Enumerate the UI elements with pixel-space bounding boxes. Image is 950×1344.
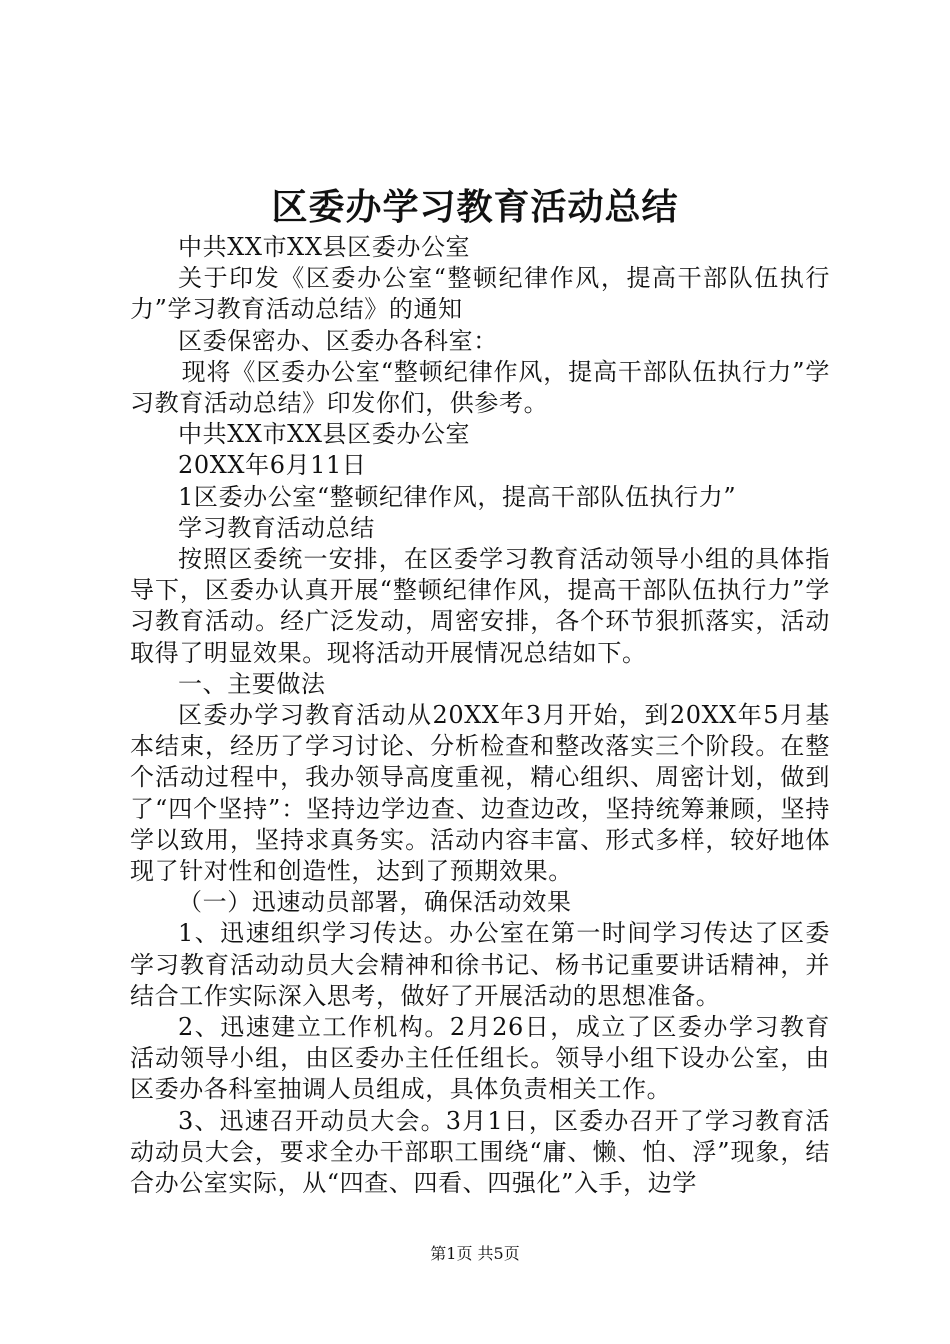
paragraph-date: 20XX年6月11日 [178, 451, 367, 480]
paragraph-notice-body: 现将《区委办公室“整顿纪律作风，提高干部队伍执行力”学习教育活动总结》印发你们，供参考。 [130, 357, 830, 418]
section-heading-main-practices: 一、主要做法 [178, 669, 326, 698]
subsection-heading-mobilization: （一）迅速动员部署，确保活动效果 [178, 888, 572, 917]
paragraph-signature: 中共XX市XX县区委办公室 [178, 420, 471, 449]
document-title: 区委办学习教育活动总结 [271, 186, 679, 228]
paragraph-summary-title-2: 学习教育活动总结 [178, 513, 375, 542]
paragraph-item-2: 2、迅速建立工作机构。2月26日，成立了区委办学习教育活动领导小组，由区委办主任任组长。领导小组下设办公室，由区委办各科室抽调人员组成，具体负责相关工作。 [130, 1013, 830, 1104]
paragraph-item-3: 3、迅速召开动员大会。3月1日，区委办召开了学习教育活动动员大会，要求全办干部职工围绕“庸、懒、怕、浮”现象，结合办公室实际，从“四查、四看、四强化”入手，边学 [130, 1106, 830, 1198]
paragraph-recipients: 区委保密办、区委办各科室： [178, 326, 498, 355]
paragraph-issuer: 中共XX市XX县区委办公室 [178, 233, 471, 261]
page-number-footer: 第1页 共5页 [430, 1244, 520, 1263]
document-body [130, 232, 830, 1199]
paragraph-intro: 按照区委统一安排，在区委学习教育活动领导小组的具体指导下，区委办认真开展“整顿纪律作风，提高干部队伍执行力”学习教育活动。经广泛发动，周密安排，各个环节狠抓落实，活动取得了明显效果。现将活动开展情况总结如下。 [130, 545, 830, 667]
paragraph-notice-title: 关于印发《区委办公室“整顿纪律作风，提高干部队伍执行力”学习教育活动总结》的通知 [130, 264, 830, 324]
paragraph-item-1: 1、迅速组织学习传达。办公室在第一时间学习传达了区委学习教育活动动员大会精神和徐书记、杨书记重要讲话精神，并结合工作实际深入思考，做好了开展活动的思想准备。 [130, 919, 830, 1010]
paragraph-overview: 区委办学习教育活动从20XX年3月开始，到20XX年5月基本结束，经历了学习讨论、分析检查和整改落实三个阶段。在整个活动过程中，我办领导高度重视，精心组织、周密计划，做到了“四个坚持”：坚持边学边查、边查边改，坚持统筹兼顾，坚持学以致用，坚持求真务实。活动内容丰富、形式多样，较好地体现了针对性和创造性，达到了预期效果。 [130, 701, 830, 886]
paragraph-summary-title-1: 1区委办公室“整顿纪律作风，提高干部队伍执行力” [178, 482, 737, 511]
